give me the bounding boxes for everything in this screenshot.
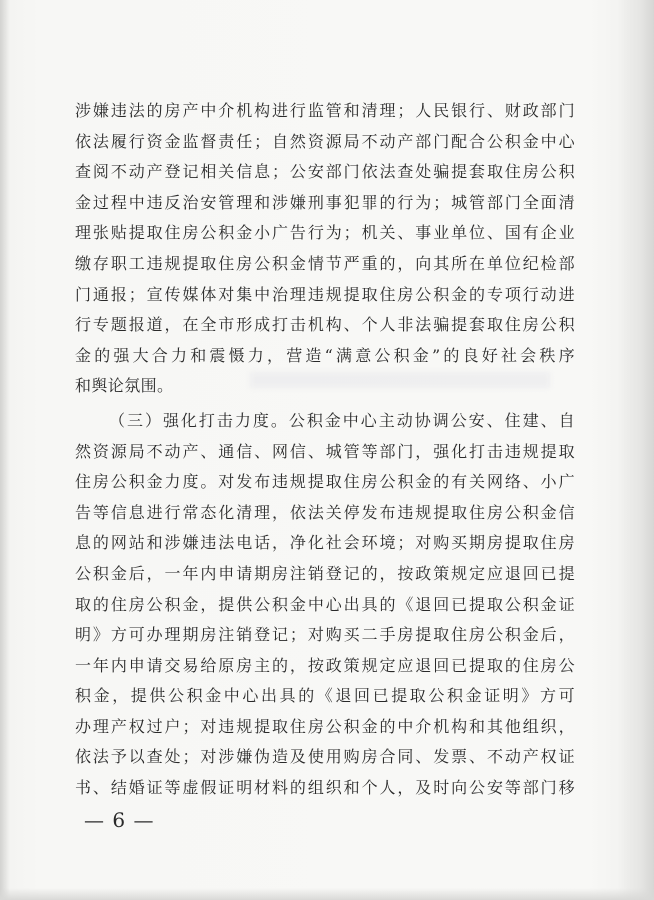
paragraph-continuation [75, 96, 575, 402]
page-number: — 6 — [84, 808, 155, 832]
text-line: 息的网站和涉嫌违法电话，净化社会环境；对购买期房提取住房 [75, 533, 575, 553]
text-line: 一年内申请交易给原房主的，按政策规定应退回已提取的住房公 [75, 655, 575, 675]
text-line: 金过程中违反治安管理和涉嫌刑事犯罪的行为；城管部门全面清 [75, 192, 575, 212]
text-line: 依法予以查处；对涉嫌伪造及使用购房合同、发票、不动产权证 [75, 747, 575, 767]
text-line: 然资源局不动产、通信、网信、城管等部门，强化打击违规提取 [75, 441, 575, 461]
text-line: 积金，提供公积金中心出具的《退回已提取公积金证明》方可 [75, 686, 575, 706]
section-heading-line: （三）强化打击力度。公积金中心主动协调公安、住建、自 [109, 410, 575, 430]
text-line: 办理产权过户；对违规提取住房公积金的中介机构和其他组织， [75, 716, 575, 736]
text-line: 取的住房公积金，提供公积金中心出具的《退回已提取公积金证 [75, 594, 575, 614]
text-line: 查阅不动产登记相关信息；公安部门依法查处骗提套取住房公积 [75, 162, 575, 182]
text-line: 住房公积金力度。对发布违规提取住房公积金的有关网络、小广 [75, 472, 575, 492]
text-line: 缴存职工违规提取住房公积金情节严重的，向其所在单位纪检部 [75, 253, 575, 273]
paragraph-strengthen-enforcement [75, 406, 575, 804]
text-line: 书、结婚证等虚假证明材料的组织和个人，及时向公安等部门移 [75, 778, 575, 798]
text-line: 涉嫌违法的房产中介机构进行监管和清理；人民银行、财政部门 [75, 101, 575, 120]
scan-shadow-left [0, 0, 10, 900]
text-line: 告等信息进行常态化清理，依法关停发布违规提取住房公积金信 [75, 502, 575, 522]
scan-shadow-bottom [0, 888, 654, 900]
text-line: 明》方可办理期房注销登记；对购买二手房提取住房公积金后， [75, 625, 575, 645]
text-line: 金的强大合力和震慑力，营造“满意公积金”的良好社会秩序 [75, 345, 575, 365]
text-line: 行专题报道，在全市形成打击机构、个人非法骗提套取住房公积 [75, 315, 575, 335]
text-line: 依法履行资金监督责任；自然资源局不动产部门配合公积金中心 [75, 131, 575, 151]
text-line: 公积金后，一年内申请期房注销登记的，按政策规定应退回已提 [75, 563, 575, 583]
body-text [75, 96, 575, 804]
text-line: 门通报；宣传媒体对集中治理违规提取住房公积金的专项行动进 [75, 284, 575, 304]
text-line: 理张贴提取住房公积金小广告行为；机关、事业单位、国有企业 [75, 223, 575, 243]
scan-shadow-right [618, 0, 654, 900]
text-line: 和舆论氛围。 [75, 376, 174, 396]
